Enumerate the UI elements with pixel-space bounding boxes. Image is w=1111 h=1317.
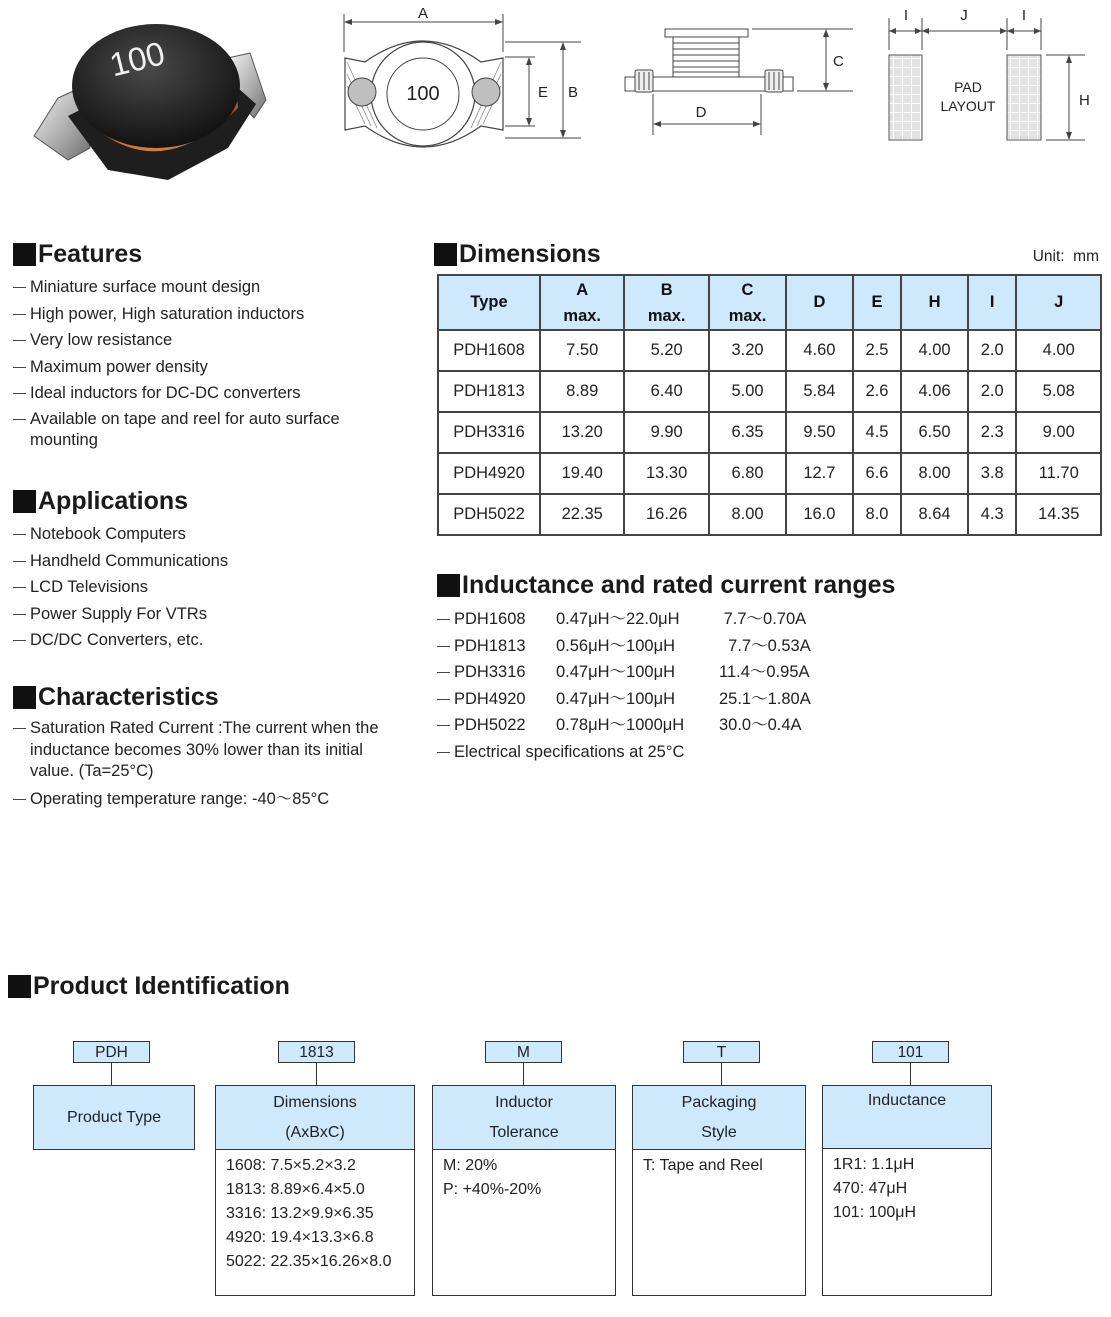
table-cell: 3.8	[968, 453, 1017, 494]
table-header-row	[438, 275, 1101, 330]
inductance-range: 0.47μH～100μH	[556, 689, 675, 708]
heading-square-icon	[434, 243, 457, 266]
box-heading: Packaging	[681, 1093, 757, 1111]
table-cell: 9.90	[624, 412, 708, 453]
list-item: Maximum power density	[13, 354, 393, 381]
dim-label-e: E	[538, 84, 549, 101]
table-cell: PDH3316	[438, 412, 540, 453]
list-item	[437, 633, 839, 660]
box-heading: Inductor	[495, 1093, 553, 1111]
heading-square-icon	[13, 243, 36, 266]
table-cell: 2.0	[968, 330, 1017, 371]
list-item: Miniature surface mount design	[13, 274, 393, 301]
product-id-title: Product Identification	[33, 972, 290, 1000]
code-option: 470: 47μH	[833, 1180, 908, 1197]
dim-label-d: D	[695, 104, 707, 121]
characteristics-list	[13, 716, 408, 812]
table-cell: 13.30	[624, 453, 708, 494]
list-item: Saturation Rated Current :The current when the inductance becomes 30% lower than its initial value. (Ta=25°C)	[13, 716, 405, 786]
table-row	[438, 453, 1101, 494]
code-option: 101: 100μH	[833, 1204, 917, 1221]
inductance-note: Electrical specifications at 25°C	[454, 742, 685, 761]
pad-layout-line1: PAD	[954, 79, 982, 95]
table-cell: 6.35	[709, 412, 786, 453]
dim-label-c: C	[833, 53, 844, 70]
code-tag-dimensions: 1813	[278, 1041, 355, 1063]
table-cell: 7.50	[540, 330, 624, 371]
table-cell: 2.6	[853, 371, 902, 412]
table-cell: 13.20	[540, 412, 624, 453]
table-header-cell: A max.	[540, 275, 624, 330]
table-cell: 4.06	[901, 371, 968, 412]
inductance-heading	[437, 571, 895, 600]
table-cell: 2.0	[968, 371, 1017, 412]
box-subheading: (AxBxC)	[285, 1123, 345, 1141]
heading-square-icon	[437, 574, 460, 597]
product-id-heading	[8, 972, 290, 1001]
dim-label-i-left: I	[903, 7, 909, 24]
table-cell: 6.80	[709, 453, 786, 494]
pad-right	[1007, 55, 1041, 140]
inductance-range: 0.78μH～1000μH	[556, 716, 685, 734]
box-body	[433, 1150, 615, 1206]
table-cell: 4.00	[1016, 330, 1101, 371]
table-cell: 4.5	[853, 412, 902, 453]
characteristics-heading	[13, 683, 219, 712]
table-cell: 2.5	[853, 330, 902, 371]
top-view-marking: 100	[406, 83, 440, 105]
inductance-type: PDH3316	[454, 663, 526, 681]
table-cell: 5.20	[624, 330, 708, 371]
code-option: P: +40%-20%	[443, 1181, 542, 1198]
inductance-range: 0.47μH～100μH	[556, 663, 675, 681]
dimensions-table	[437, 274, 1102, 536]
table-cell: 2.3	[968, 412, 1017, 453]
code-tag-tolerance: M	[485, 1041, 562, 1063]
table-cell: 12.7	[786, 453, 853, 494]
table-cell: 16.26	[624, 494, 708, 535]
box-subheading: Tolerance	[489, 1123, 559, 1141]
table-cell: 22.35	[540, 494, 624, 535]
table-cell: 5.84	[786, 371, 853, 412]
table-cell: 11.70	[1016, 453, 1101, 494]
table-cell: 4.3	[968, 494, 1017, 535]
inductance-code-box	[822, 1085, 992, 1296]
inductance-range: 0.47μH～22.0μH	[556, 610, 680, 628]
list-item: Available on tape and reel for auto surface mounting	[13, 407, 370, 455]
list-item: LCD Televisions	[13, 574, 393, 601]
table-cell: 9.50	[786, 412, 853, 453]
list-item: High power, High saturation inductors	[13, 301, 393, 328]
inductance-current: 7.7～0.70A	[719, 610, 807, 628]
product-type-box	[33, 1085, 195, 1150]
inductance-type: PDH4920	[454, 689, 526, 708]
table-cell: 6.6	[853, 453, 902, 494]
table-cell: 14.35	[1016, 494, 1101, 535]
features-title: Features	[38, 240, 143, 268]
list-item	[437, 712, 839, 739]
code-tag-pdh: PDH	[73, 1041, 150, 1063]
heading-square-icon	[8, 975, 31, 998]
list-item	[437, 739, 839, 766]
box-body	[633, 1150, 805, 1182]
list-item: Ideal inductors for DC-DC converters	[13, 380, 393, 407]
table-cell: 6.50	[901, 412, 968, 453]
box-subheading: Style	[701, 1123, 737, 1141]
packaging-code-box	[632, 1085, 806, 1296]
inductance-type: PDH1608	[454, 610, 526, 628]
table-header-cell: C max.	[709, 275, 786, 330]
side-view-drawing	[615, 20, 860, 145]
table-header-cell: B max.	[624, 275, 708, 330]
dim-label-h: H	[1079, 92, 1090, 109]
dimensions-title: Dimensions	[459, 240, 601, 268]
dim-label-b: B	[568, 84, 579, 101]
table-cell: PDH5022	[438, 494, 540, 535]
heading-square-icon	[13, 686, 36, 709]
dim-label-j: J	[960, 7, 968, 24]
code-option: M: 20%	[443, 1157, 498, 1174]
list-item: Notebook Computers	[13, 521, 393, 548]
inductance-current: 30.0～0.4A	[719, 716, 802, 734]
code-option: 5022: 22.35×16.26×8.0	[226, 1253, 392, 1270]
dim-label-a: A	[417, 5, 429, 22]
top-view-drawing	[335, 0, 590, 150]
list-item: DC/DC Converters, etc.	[13, 627, 393, 654]
code-tag-inductance: 101	[872, 1041, 949, 1063]
table-cell: 8.89	[540, 371, 624, 412]
box-heading: Product Type	[67, 1108, 161, 1126]
table-row	[438, 494, 1101, 535]
table-cell: PDH1813	[438, 371, 540, 412]
table-cell: 8.0	[853, 494, 902, 535]
table-row	[438, 371, 1101, 412]
table-cell: 6.40	[624, 371, 708, 412]
applications-heading	[13, 487, 188, 516]
pad-left	[889, 55, 922, 140]
product-photo	[28, 18, 278, 188]
dimensions-heading	[434, 240, 601, 269]
inductance-type: PDH5022	[454, 716, 526, 734]
photo-marking: 100	[106, 34, 169, 84]
table-header-cell: J	[1016, 275, 1101, 330]
table-header-cell: E	[853, 275, 902, 330]
code-option: T: Tape and Reel	[643, 1157, 763, 1174]
inductance-current: 25.1～1.80A	[719, 689, 811, 708]
features-heading	[13, 240, 142, 269]
table-header-cell: Type	[438, 275, 540, 330]
pad-layout-line2: LAYOUT	[940, 98, 996, 114]
heading-square-icon	[13, 490, 36, 513]
table-row	[438, 330, 1101, 371]
code-tag-packaging: T	[683, 1041, 760, 1063]
box-body	[823, 1149, 991, 1229]
features-list	[13, 274, 393, 455]
table-cell: 5.08	[1016, 371, 1101, 412]
applications-title: Applications	[38, 487, 189, 515]
box-heading: Dimensions	[273, 1093, 357, 1111]
list-item: Handheld Communications	[13, 548, 393, 575]
tolerance-code-box	[432, 1085, 616, 1296]
table-cell: 9.00	[1016, 412, 1101, 453]
table-header-cell: D	[786, 275, 853, 330]
box-body	[216, 1150, 414, 1278]
code-option: 1R1: 1.1μH	[833, 1156, 915, 1173]
table-cell: 8.64	[901, 494, 968, 535]
table-cell: PDH1608	[438, 330, 540, 371]
inductance-title: Inductance and rated current ranges	[462, 571, 896, 599]
list-item	[437, 659, 839, 686]
table-row	[438, 412, 1101, 453]
table-header-cell: I	[968, 275, 1017, 330]
table-cell: 5.00	[709, 371, 786, 412]
code-option: 3316: 13.2×9.9×6.35	[226, 1205, 374, 1222]
table-cell: 4.00	[901, 330, 968, 371]
pad-layout-drawing	[880, 0, 1095, 150]
code-option: 1608: 7.5×5.2×3.2	[226, 1157, 356, 1174]
inductance-current: 7.7～0.53A	[719, 636, 811, 655]
list-item	[437, 606, 839, 633]
table-cell: 8.00	[901, 453, 968, 494]
inductance-range: 0.56μH～100μH	[556, 636, 675, 655]
table-cell: 19.40	[540, 453, 624, 494]
table-cell: 4.60	[786, 330, 853, 371]
table-cell: 8.00	[709, 494, 786, 535]
table-cell: 16.0	[786, 494, 853, 535]
list-item: Operating temperature range: -40～85°C	[13, 786, 408, 813]
dimensions-code-box	[215, 1085, 415, 1296]
table-header-cell: H	[901, 275, 968, 330]
inductance-type: PDH1813	[454, 636, 526, 655]
table-cell: 3.20	[709, 330, 786, 371]
table-cell: PDH4920	[438, 453, 540, 494]
characteristics-title: Characteristics	[38, 683, 219, 711]
dim-label-i-right: I	[1021, 7, 1027, 24]
list-item	[437, 686, 839, 713]
inductance-current: 11.4～0.95A	[719, 663, 810, 681]
code-option: 1813: 8.89×6.4×5.0	[226, 1181, 365, 1198]
list-item: Power Supply For VTRs	[13, 601, 393, 628]
box-heading: Inductance	[867, 1092, 947, 1109]
unit-label: Unit: mm	[1032, 248, 1099, 265]
list-item: Very low resistance	[13, 327, 393, 354]
applications-list	[13, 521, 393, 654]
inductance-list	[437, 606, 839, 765]
code-option: 4920: 19.4×13.3×6.8	[226, 1229, 374, 1246]
